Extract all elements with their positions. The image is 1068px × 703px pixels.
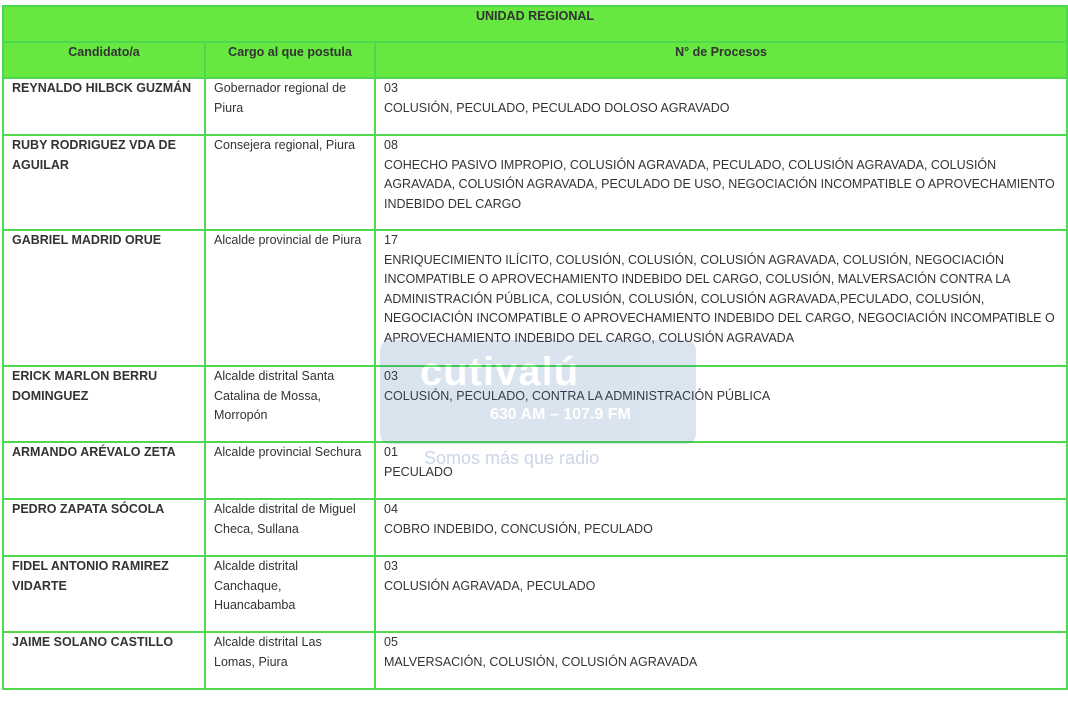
process-cell: [375, 366, 1067, 442]
table-row: [3, 366, 1067, 442]
process-cell: [375, 230, 1067, 366]
process-list: PECULADO: [384, 464, 453, 479]
process-list: COBRO INDEBIDO, CONCUSIÓN, PECULADO: [384, 521, 653, 536]
process-list: COLUSIÓN AGRAVADA, PECULADO: [384, 578, 596, 593]
candidate-position: Consejera regional, Piura: [205, 135, 375, 230]
candidate-position: Alcalde distrital Las Lomas, Piura: [205, 632, 375, 689]
process-list: COHECHO PASIVO IMPROPIO, COLUSIÓN AGRAVADA, PECULADO, COLUSIÓN AGRAVADA, COLUSIÓN AGRAVADA, COLUSIÓN AGRAVADA, PECULADO DE USO, NEGOCIACIÓN INCOMPATIBLE O APROVECHAMIENTO INDEBIDO DEL CARGO: [384, 157, 1055, 211]
candidate-name: JAIME SOLANO CASTILLO: [3, 632, 205, 689]
process-count: 03: [384, 81, 398, 95]
process-count: 01: [384, 445, 398, 459]
candidate-name: GABRIEL MADRID ORUE: [3, 230, 205, 366]
candidate-position: Alcalde provincial Sechura: [205, 442, 375, 499]
candidate-name: ERICK MARLON BERRU DOMINGUEZ: [3, 366, 205, 442]
candidate-position: Gobernador regional de Piura: [205, 78, 375, 135]
table-row: [3, 556, 1067, 632]
process-list: ENRIQUECIMIENTO ILÍCITO, COLUSIÓN, COLUSIÓN, COLUSIÓN AGRAVADA, COLUSIÓN, NEGOCIACIÓN INCOMPATIBLE O APROVECHAMIENTO INDEBIDO DEL CARGO, COLUSIÓN, MALVERSACIÓN CONTRA LA ADMINISTRACIÓN PÚBLICA, COLUSIÓN, COLUSIÓN, COLUSIÓN AGRAVADA,PECULADO, COLUSIÓN, NEGOCIACIÓN INCOMPATIBLE O APROVECHAMIENTO INDEBIDO DEL CARGO, NEGOCIACIÓN INCOMPATIBLE O APROVECHAMIENTO INDEBIDO DEL CARGO, COLUSIÓN AGRAVADA: [384, 252, 1055, 345]
watermark-tagline: Somos más que radio: [424, 448, 600, 468]
process-cell: [375, 135, 1067, 230]
table-row: [3, 632, 1067, 689]
candidate-position: Alcalde distrital Santa Catalina de Mossa, Morropón: [205, 366, 375, 442]
header-candidate: Candidato/a: [3, 42, 205, 78]
process-cell: [375, 442, 1067, 499]
header-processes: N° de Procesos: [375, 42, 1067, 78]
process-cell: [375, 78, 1067, 135]
candidate-position: Alcalde distrital Canchaque, Huancabamba: [205, 556, 375, 632]
process-list: COLUSIÓN, PECULADO, PECULADO DOLOSO AGRAVADO: [384, 100, 730, 115]
process-count: 03: [384, 369, 398, 383]
table-container: [2, 5, 1066, 690]
table-row: [3, 499, 1067, 556]
candidate-name: FIDEL ANTONIO RAMIREZ VIDARTE: [3, 556, 205, 632]
header-position: Cargo al que postula: [205, 42, 375, 78]
table-row: [3, 78, 1067, 135]
table-title: UNIDAD REGIONAL: [3, 6, 1067, 42]
process-count: 17: [384, 233, 398, 247]
candidates-table: [2, 5, 1068, 690]
process-cell: [375, 499, 1067, 556]
process-list: COLUSIÓN, PECULADO, CONTRA LA ADMINISTRACIÓN PÚBLICA: [384, 388, 771, 403]
table-row: [3, 230, 1067, 366]
process-count: 04: [384, 502, 398, 516]
process-count: 03: [384, 559, 398, 573]
watermark-logo-text: cutivalú: [420, 350, 580, 394]
process-list: MALVERSACIÓN, COLUSIÓN, COLUSIÓN AGRAVADA: [384, 654, 698, 669]
table-row: [3, 442, 1067, 499]
process-cell: [375, 632, 1067, 689]
candidate-name: PEDRO ZAPATA SÓCOLA: [3, 499, 205, 556]
candidate-position: Alcalde provincial de Piura: [205, 230, 375, 366]
process-count: 05: [384, 635, 398, 649]
candidate-name: REYNALDO HILBCK GUZMÁN: [3, 78, 205, 135]
candidate-position: Alcalde distrital de Miguel Checa, Sullana: [205, 499, 375, 556]
candidate-name: ARMANDO ARÉVALO ZETA: [3, 442, 205, 499]
table-row: [3, 135, 1067, 230]
process-count: 08: [384, 138, 398, 152]
watermark-frequency: 630 AM – 107.9 FM: [490, 406, 631, 423]
candidate-name: RUBY RODRIGUEZ VDA DE AGUILAR: [3, 135, 205, 230]
process-cell: [375, 556, 1067, 632]
